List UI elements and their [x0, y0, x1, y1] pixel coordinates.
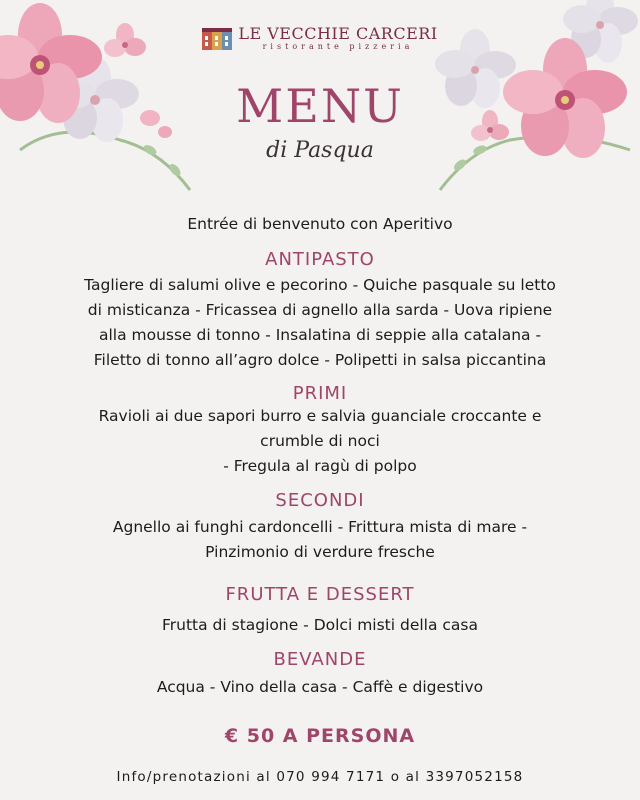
section-heading-secondi: SECONDI: [275, 490, 365, 511]
contact-info: Info/prenotazioni al 070 994 7171 o al 3397052158: [116, 769, 524, 785]
building-icon: [202, 28, 232, 50]
brand-name: LE VECCHIE CARCERI: [238, 24, 438, 43]
primi-line: Ravioli ai due sapori burro e salvia guanciale croccante e: [98, 407, 542, 425]
section-heading-primi: PRIMI: [292, 383, 348, 404]
antipasto-line: Tagliere di salumi olive e pecorino - Quiche pasquale su letto: [84, 276, 556, 294]
bevande-line: Acqua - Vino della casa - Caffè e digestivo: [156, 678, 484, 696]
antipasto-line: Filetto di tonno all’agro dolce - Polipetti in salsa piccantina: [93, 351, 547, 369]
section-heading-frutta: FRUTTA E DESSERT: [225, 584, 415, 605]
brand-logo: [0, 26, 640, 54]
menu-subtitle: di Pasqua: [266, 138, 374, 163]
welcome-text: Entrée di benvenuto con Aperitivo: [187, 215, 453, 233]
antipasto-line: di misticanza - Fricassea di agnello alla sarda - Uova ripiene: [87, 301, 553, 319]
primi-line: - Fregula al ragù di polpo: [223, 457, 417, 475]
primi-line: crumble di noci: [260, 432, 380, 450]
brand-subtitle: ristorante pizzeria: [262, 42, 414, 51]
menu-title: MENU: [236, 79, 404, 133]
section-heading-antipasto: ANTIPASTO: [265, 249, 375, 270]
secondi-line: Pinzimonio di verdure fresche: [205, 543, 435, 561]
frutta-line: Frutta di stagione - Dolci misti della casa: [161, 616, 478, 634]
antipasto-line: alla mousse di tonno - Insalatina di seppie alla catalana -: [98, 326, 542, 344]
secondi-line: Agnello ai funghi cardoncelli - Frittura mista di mare -: [112, 518, 528, 536]
price-per-person: € 50 A PERSONA: [224, 725, 416, 747]
section-heading-bevande: BEVANDE: [273, 649, 367, 670]
